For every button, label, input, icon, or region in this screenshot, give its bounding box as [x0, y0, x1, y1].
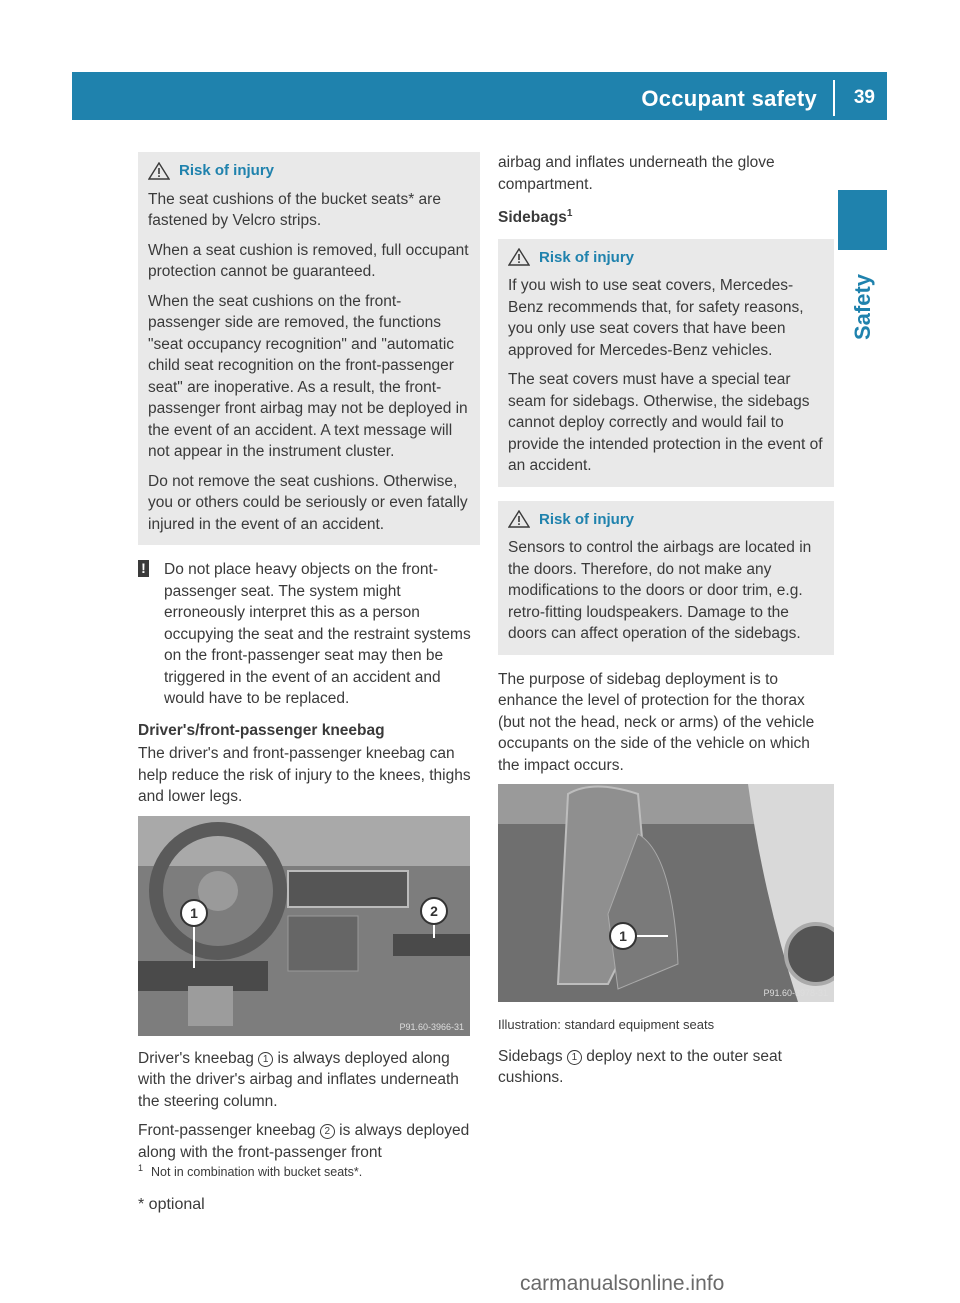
continued-text: airbag and inflates underneath the glove compartment.: [498, 154, 775, 193]
kneebag-intro: The driver's and front-passenger kneebag can help reduce the risk of injury to the knees, thighs and lower legs.: [138, 745, 471, 805]
sidebags-heading-text: Sidebags: [498, 209, 567, 227]
sidebags-label: Sidebags: [498, 1047, 563, 1065]
warning-paragraph: Sensors to control the airbags are located in the doors. Therefore, do not make any modifications to the doors or door trim, e.g. retro-fitting loudspeakers. Damage to the doors can affect operation of the sidebags.: [508, 539, 812, 643]
footnote-ref: 1: [566, 208, 573, 219]
warning-triangle-icon: [148, 162, 170, 180]
kneebag-photo: [138, 816, 470, 1036]
warning-paragraph: The seat cushions of the bucket seats* are fastened by Velcro strips.: [148, 190, 441, 229]
warning-box: [498, 501, 834, 655]
callout-1: 1: [619, 928, 627, 945]
footnote: [138, 1163, 362, 1179]
chapter-tab: [838, 190, 887, 250]
sidebags-heading: [498, 203, 834, 229]
warning-title: Risk of injury: [179, 162, 275, 179]
warning-box: [138, 152, 480, 545]
warning-paragraph: The seat covers must have a special tear seam for sidebags. Otherwise, the sidebags cannot deploy correctly and would fail to provide the intended protection in the event of an accident.: [508, 371, 823, 475]
warning-box: [498, 239, 834, 487]
notice-text: Do not place heavy objects on the front-passenger seat. The system might erroneously interpret this as a person occupying the seat and the restraint systems on the front-passenger seat may then be triggered in the event of an accident and would have to be replaced.: [164, 561, 471, 707]
warning-triangle-icon: [508, 510, 530, 528]
warning-title: Risk of injury: [539, 248, 635, 266]
right-column: [498, 152, 834, 1097]
photo-caption: Illustration: standard equipment seats: [498, 1017, 715, 1033]
driver-kneebag-text: [138, 1048, 480, 1113]
kneebag-heading: Driver's/front-passenger kneebag: [138, 721, 385, 739]
header-bar: [72, 72, 887, 120]
section-title: Occupant safety: [641, 86, 817, 111]
callout-2-inline: 2: [320, 1124, 335, 1139]
left-column: [138, 152, 480, 1171]
warning-triangle-icon: [508, 248, 530, 266]
callout-2: 2: [430, 902, 438, 919]
callout-1-inline: 1: [258, 1052, 273, 1067]
header-divider: [833, 80, 835, 116]
warning-paragraph: When the seat cushions on the front-passenger side are removed, the functions "seat occupancy recognition" and "automatic child seat recognition on the front-passenger seat" are inoperative. As a result, the front-passenger front airbag may not be deployed in the event of an accident. A text message will not appear in the instrument cluster.: [148, 292, 468, 460]
sidebags-text: [498, 1046, 834, 1089]
warning-paragraph: When a seat cushion is removed, full occupant protection cannot be guaranteed.: [148, 241, 469, 280]
sidebag-purpose: The purpose of sidebag deployment is to enhance the level of protection for the thorax (but not the head, neck or arms) of the vehicle occupants on the side of the vehicle on which the impact occurs.: [498, 670, 815, 774]
damage-notice: [138, 559, 480, 710]
sidebags-desc: deploy next to the outer seat cushions.: [498, 1047, 782, 1087]
footnote-text: Not in combination with bucket seats*.: [151, 1165, 363, 1180]
footnote-marker: 1: [138, 1163, 144, 1173]
optional-note: * optional: [138, 1196, 205, 1213]
callout-1: 1: [190, 904, 198, 921]
warning-paragraph: If you wish to use seat covers, Mercedes-Benz recommends that, for safety reasons, you only use seat covers that have been approved for Mercedes-Benz vehicles.: [508, 277, 804, 359]
callout-1-inline: 1: [567, 1050, 582, 1065]
photo-code: P91.60-3978-31: [763, 988, 828, 999]
page-number: 39: [853, 87, 875, 108]
warning-paragraph: Do not remove the seat cushions. Otherwise, you or others could be seriously or even fatally injured in the event of an accident.: [148, 472, 468, 533]
passenger-kneebag-label: Front-passenger kneebag: [138, 1122, 316, 1139]
passenger-kneebag-text: [138, 1120, 480, 1163]
chapter-label: Safety: [850, 273, 875, 340]
sidebag-photo: [498, 784, 834, 1002]
warning-title: Risk of injury: [539, 510, 635, 528]
watermark: carmanualsonline.info: [520, 1272, 725, 1295]
photo-code: P91.60-3966-31: [399, 1021, 464, 1032]
driver-kneebag-label: Driver's kneebag: [138, 1049, 254, 1067]
passenger-kneebag-desc: is always deployed along with the front-passenger front: [138, 1122, 470, 1161]
notice-icon: !: [138, 560, 149, 577]
driver-kneebag-desc: is always deployed along with the driver's airbag and inflates underneath the steering column.: [138, 1049, 459, 1110]
